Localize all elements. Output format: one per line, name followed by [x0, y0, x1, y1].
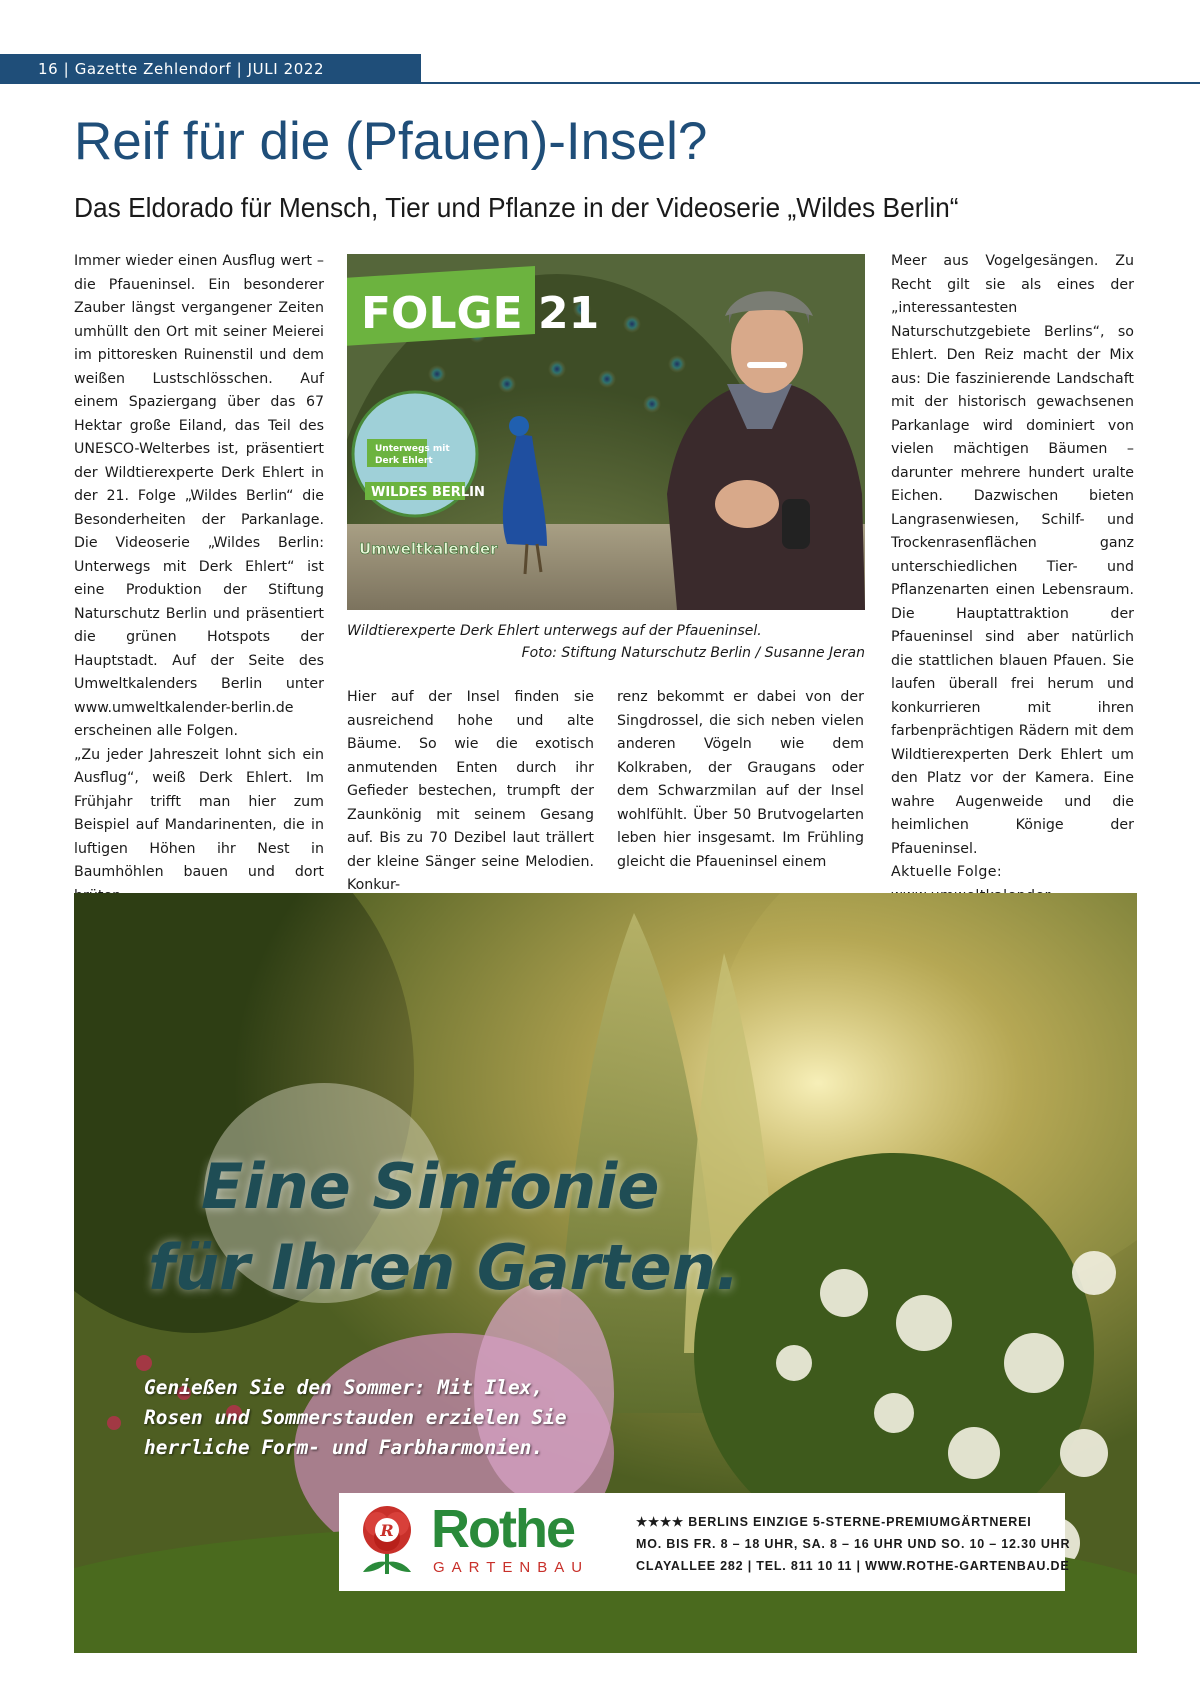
header-text	[38, 54, 324, 84]
logo-main: WILDES BERLIN	[371, 485, 485, 500]
brand-name: Rothe	[431, 1499, 574, 1559]
episode-link[interactable]: Aktuelle Folge:	[891, 864, 1003, 880]
paragraph: renz bekommt er dabei von der Singdrossel, die sich neben vielen anderen Vögeln wie dem Kolkraben, der Graugans oder dem Schwarzmilan auf der Insel wohlfühlt. Über 50 Brutvogelarten leben hier insgesamt. Im Frühling gleicht die Pfaueninsel einem	[617, 689, 864, 870]
paragraph: Meer aus Vogelgesängen. Zu Recht gilt sie als eines der „interessantesten Naturschutzgebiete Berlins“, so Ehlert. Den Reiz macht der Mix aus: Die faszinierende Landschaft mit der historisch gewachsenen Parkanlage wird dominiert von vielen mächtigen Bäumen – darunter mehrere hundert uralte Eichen. Dazwischen bieten Langrasenwiesen, Schilf- und Trockenrasenflächen ganz unterschiedlichen Tier- und Pflanzenarten einen Lebensraum. Die Hauptattraktion der Pfaueninsel sind aber natürlich die stattlichen blauen Pfauen. Sie laufen überall frei herum und konkurrieren mit ihren farbenprächtigen Rädern mit dem Wildtierexperten Derk Ehlert um den Platz vor der Kamera. Eine wahre Augenweide und die heimlichen Könige der Pfaueninsel.	[891, 253, 1134, 857]
logo-sub: Umweltkalender	[359, 540, 498, 558]
page-number: 16	[38, 60, 59, 78]
ad-subline-3: herrliche Form- und Farbharmonien.	[144, 1436, 544, 1459]
ad-info-contact[interactable]: CLAYALLEE 282 | TEL. 811 10 11 | WWW.ROTHE-GARTENBAU.DE	[636, 1559, 1070, 1573]
ad-subline	[144, 1373, 704, 1463]
badge-text: FOLGE 21	[361, 288, 600, 339]
article-subtitle: Das Eldorado für Mensch, Tier und Pflanze in der Videoserie „Wildes Berlin“	[74, 192, 959, 223]
caption-text: Wildtierexperte Derk Ehlert unterwegs auf der Pfaueninsel.	[347, 623, 762, 639]
ad-subline-1: Genießen Sie den Sommer: Mit Ilex,	[144, 1376, 544, 1399]
article-column-2	[347, 686, 594, 898]
logo-line1: Unterwegs mit	[375, 444, 450, 454]
article-column-1	[74, 250, 324, 908]
article-photo	[347, 254, 865, 610]
ad-info-rating: ★★★★ BERLINS EINZIGE 5-STERNE-PREMIUMGÄRTNEREI	[636, 1515, 1032, 1529]
ad-info	[636, 1511, 1071, 1577]
photo-illustration	[347, 254, 865, 610]
ad-contact-box	[339, 1493, 1071, 1591]
article-column-4	[891, 250, 1134, 955]
header-separator: |	[63, 60, 70, 78]
svg-text:R: R	[380, 1521, 394, 1540]
article-column-3	[617, 686, 864, 874]
article-title: Reif für die (Pfauen)-Insel?	[74, 112, 708, 171]
paragraph: „Zu jeder Jahreszeit lohnt sich ein Ausflug“, weiß Derk Ehlert. Im Frühjahr trifft man hier zum Beispiel auf Mandarinenten, die in luftigen Höhen ihr Nest in Baumhöhlen bauen und dort	[74, 746, 324, 880]
header-separator: |	[236, 60, 243, 78]
photo-credit: Foto: Stiftung Naturschutz Berlin / Susanne Jeran	[521, 645, 865, 661]
ad-info-hours: MO. BIS FR. 8 – 18 UHR, SA. 8 – 16 UHR UND SO. 10 – 12.30 UHR	[636, 1537, 1071, 1551]
brand-subtitle: GARTENBAU	[433, 1559, 590, 1576]
photo-caption	[347, 620, 865, 664]
ad-headline-2: für Ihren Garten.	[148, 1231, 740, 1304]
publication-name: Gazette Zehlendorf	[74, 60, 232, 78]
logo-line2: Derk Ehlert	[375, 456, 433, 466]
paragraph: Hier auf der Insel finden sie ausreichend hohe und alte Bäume. So wie die exotisch anmutenden Enten durch ihr Gefieder bestechen, trumpft der Zaunkönig mit seinem Gesang auf. Bis zu 70 Dezibel laut trällert der kleine Sänger seine Melodien. Konkur-	[347, 689, 594, 893]
garden-advertisement	[74, 893, 1137, 1653]
ad-headline-1: Eine Sinfonie	[201, 1150, 660, 1223]
header-rule	[421, 82, 1200, 84]
ad-subline-2: Rosen und Sommerstauden erzielen Sie	[144, 1406, 567, 1429]
rose-logo-icon	[347, 1502, 427, 1582]
issue-date: JULI 2022	[247, 60, 325, 78]
paragraph: Immer wieder einen Ausflug wert – die Pfaueninsel. Ein besonderer Zauber längst vergangener Zeiten umhüllt den Ort mit seiner Meierei im pittoresken Ruinenstil und dem weißen Lustschlösschen. Auf einem Spaziergang über das 67 Hektar große Eiland, das Teil des UNESCO-Welterbes ist, präsentiert der Wildtierexperte Derk Ehlert in der 21. Folge „Wildes Berlin“ die Besonderheiten der Parkanlage. Die Videoserie „Wildes Berlin: Unterwegs mit Derk Ehlert“ ist eine Produktion der Stiftung Naturschutz Berlin und präsentiert die grünen Hotspots der Hauptstadt. Auf der Seite des Umweltkalenders Berlin unter www.umweltkalender-berlin.de erscheinen alle Folgen.	[74, 253, 324, 739]
